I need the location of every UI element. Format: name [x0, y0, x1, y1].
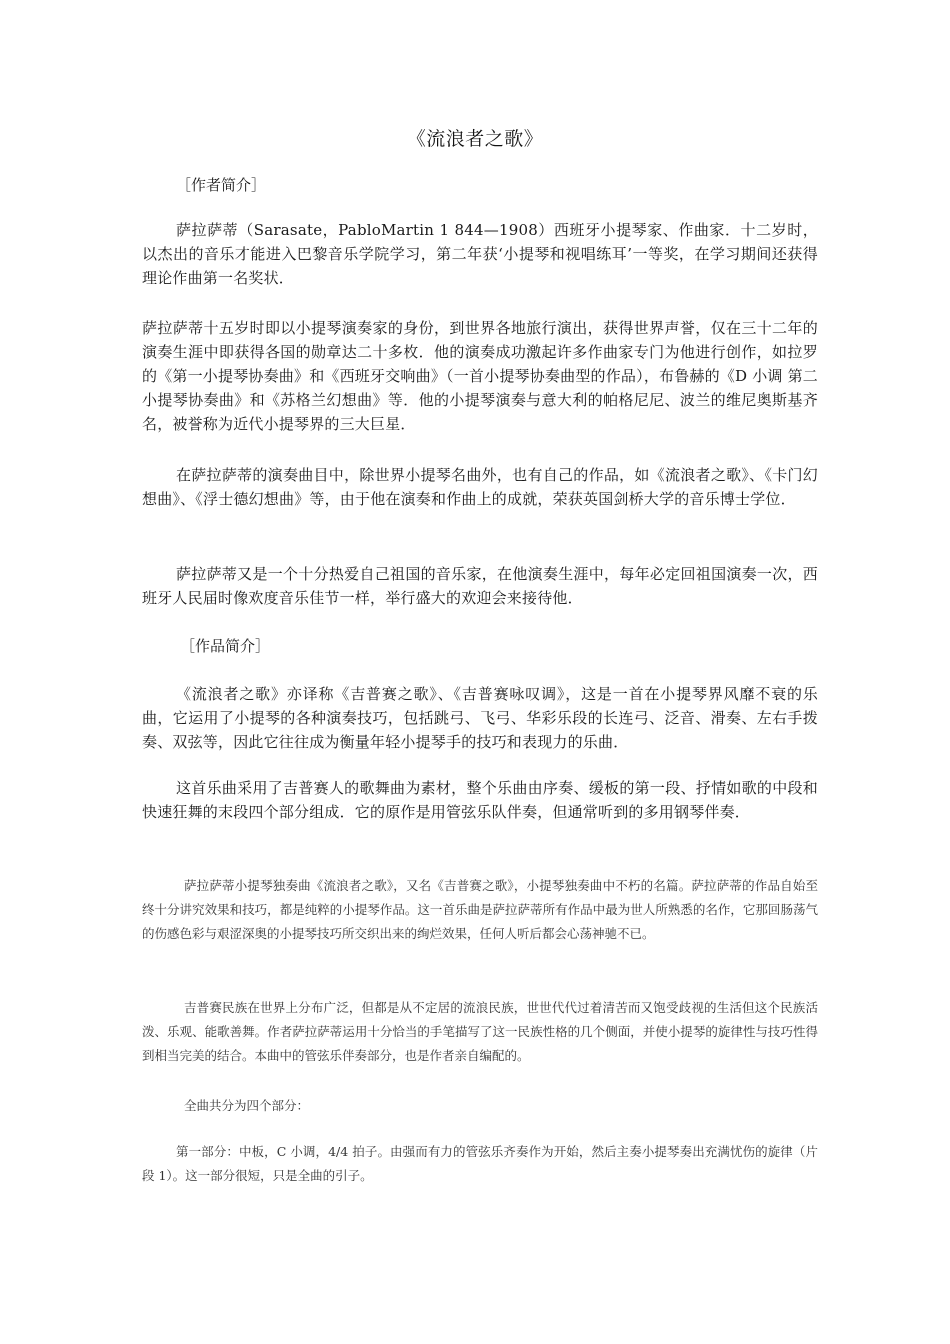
small-paragraph-2	[142, 996, 818, 1068]
author-heading: ［作者简介］	[176, 176, 267, 194]
paragraph-text: 这首乐曲采用了吉普赛人的歌舞曲为素材，整个乐曲由序奏、缓板的第一段、抒情如歌的中段和快速狂舞的末段四个部分组成．它的原作是用管弦乐队伴奏，但通常听到的多用钢琴伴奏．	[142, 779, 818, 821]
paragraph-text: 萨拉萨蒂（Sarasate，PabloMartin 1 844—1908）西班牙小提琴家、作曲家．十二岁时，以杰出的音乐才能进入巴黎音乐学院学习，第二年获‘小提琴和视唱练耳’一等奖，在学习期间还获得理论作曲第一名奖状．	[142, 221, 818, 287]
paragraph-text: 萨拉萨蒂又是一个十分热爱自己祖国的音乐家，在他演奏生涯中，每年必定回祖国演奏一次，西班牙人民届时像欢度音乐佳节一样，举行盛大的欢迎会来接待他．	[142, 565, 818, 607]
paragraph-text: 萨拉萨蒂小提琴独奏曲《流浪者之歌》，又名《吉普赛之歌》，小提琴独奏曲中不朽的名篇。萨拉萨蒂的作品自始至终十分讲究效果和技巧，都是纯粹的小提琴作品。这一首乐曲是萨拉萨蒂所有作品中最为世人所熟悉的名作，它那回肠荡气的伤感色彩与艰涩深奥的小提琴技巧所交织出来的绚烂效果，任何人听后都会心荡神驰不已。	[142, 878, 818, 941]
work-paragraph-2	[142, 776, 818, 824]
paragraph-text: 吉普赛民族在世界上分布广泛，但都是从不定居的流浪民族，世世代代过着清苦而又饱受歧视的生活但这个民族活泼、乐观、能歌善舞。作者萨拉萨蒂运用十分恰当的手笔描写了这一民族性格的几个侧面，并使小提琴的旋律性与技巧性得到相当完美的结合。本曲中的管弦乐伴奏部分，也是作者亲自编配的。	[142, 1000, 818, 1063]
work-heading: ［作品简介］	[180, 637, 271, 655]
paragraph-text: 第一部分：中板，C 小调，4/4 拍子。由强而有力的管弦乐齐奏作为开始，然后主奏小提琴奏出充满忧伤的旋律（片段 1）。这一部分很短，只是全曲的引子。	[142, 1144, 818, 1183]
small-paragraph-4	[142, 1140, 818, 1188]
paragraph-text: 在萨拉萨蒂的演奏曲目中，除世界小提琴名曲外，也有自己的作品，如《流浪者之歌》、《卡门幻想曲》、《浮士德幻想曲》等，由于他在演奏和作曲上的成就，荣获英国剑桥大学的音乐博士学位．	[142, 466, 818, 508]
paragraph-text: 萨拉萨蒂十五岁时即以小提琴演奏家的身份，到世界各地旅行演出，获得世界声誉，仅在三十二年的演奏生涯中即获得各国的勋章达二十多枚．他的演奏成功激起许多作曲家专门为他进行创作，如拉罗的《第一小提琴协奏曲》和《西班牙交响曲》（一首小提琴协奏曲型的作品），布鲁赫的《D 小调 第二小提琴协奏曲》和《苏格兰幻想曲》等．他的小提琴演奏与意大利的帕格尼尼、波兰的维尼奥斯基齐名，被誉称为近代小提琴界的三大巨星．	[142, 319, 818, 433]
small-paragraph-1	[142, 874, 818, 946]
author-paragraph-3	[142, 463, 818, 511]
author-paragraph-4	[142, 562, 818, 610]
author-paragraph-2	[142, 316, 818, 436]
author-paragraph-1	[142, 218, 818, 290]
paragraph-text: 全曲共分为四个部分：	[184, 1098, 310, 1113]
work-paragraph-1	[142, 682, 818, 754]
document-title: 《流浪者之歌》	[406, 128, 544, 150]
small-paragraph-3	[142, 1094, 818, 1118]
paragraph-text: 《流浪者之歌》亦译称《吉普赛之歌》、《吉普赛咏叹调》，这是一首在小提琴界风靡不衰的乐曲，它运用了小提琴的各种演奏技巧，包括跳弓、飞弓、华彩乐段的长连弓、泛音、滑奏、左右手拨奏、双弦等，因此它往往成为衡量年轻小提琴手的技巧和表现力的乐曲．	[142, 685, 818, 751]
